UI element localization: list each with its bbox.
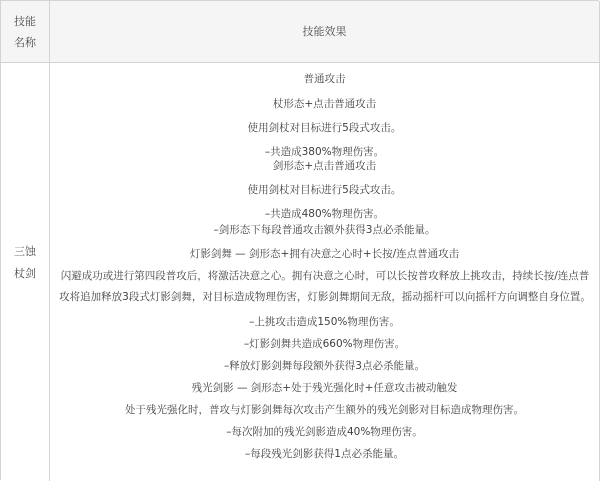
skill-name-line-2: 杖剑 [14,267,36,280]
effect-paragraph: 闪避成功或进行第四段普攻后，将激活决意之心。拥有决意之心时，可以长按普攻释放上挑攻击，持续长按/连点普攻将追加释放3段式灯影剑舞，对目标造成物理伤害，灯影剑舞期间无敌，摇动摇杆可以向摇杆方向调整自身位置。 [59,270,591,303]
header-effect: 技能效果 [302,25,347,38]
effect-line: 使用剑杖对目标进行5段式攻击。 [247,122,402,134]
effect-line: 残光剑影 — 剑形态+处于残光强化时+任意攻击被动触发 [191,382,458,394]
header-name-line-1: 技能 [14,15,36,28]
skill-name-line-1: 三蚀 [14,245,36,258]
effect-line: –每次附加的残光剑影造成40%物理伤害。 [226,426,423,438]
header-name-line-2: 名称 [14,36,36,49]
effect-line: –上挑攻击造成150%物理伤害。 [249,316,400,328]
effect-line: 杖形态+点击普通攻击 [272,98,377,110]
effect-line: –共造成380%物理伤害。 [264,146,385,158]
effect-line: 处于残光强化时，普攻与灯影剑舞每次攻击产生额外的残光剑影对目标造成物理伤害。 [125,404,524,416]
effect-line: 剑形态+点击普通攻击 [272,160,377,172]
effect-line: 灯影剑舞 — 剑形态+拥有决意之心时+长按/连点普通攻击 [189,248,460,260]
effect-line: 普通攻击 [303,73,346,85]
effect-line: –灯影剑舞共造成660%物理伤害。 [243,338,406,350]
effect-line: –剑形态下每段普通攻击额外获得3点必杀能量。 [213,224,436,236]
effect-line: –每段残光剑影获得1点必杀能量。 [245,448,404,460]
effect-line: –共造成480%物理伤害。 [264,208,385,220]
effect-line: –释放灯影剑舞每段额外获得3点必杀能量。 [224,360,425,372]
effect-line: 使用剑杖对目标进行5段式攻击。 [247,184,402,196]
